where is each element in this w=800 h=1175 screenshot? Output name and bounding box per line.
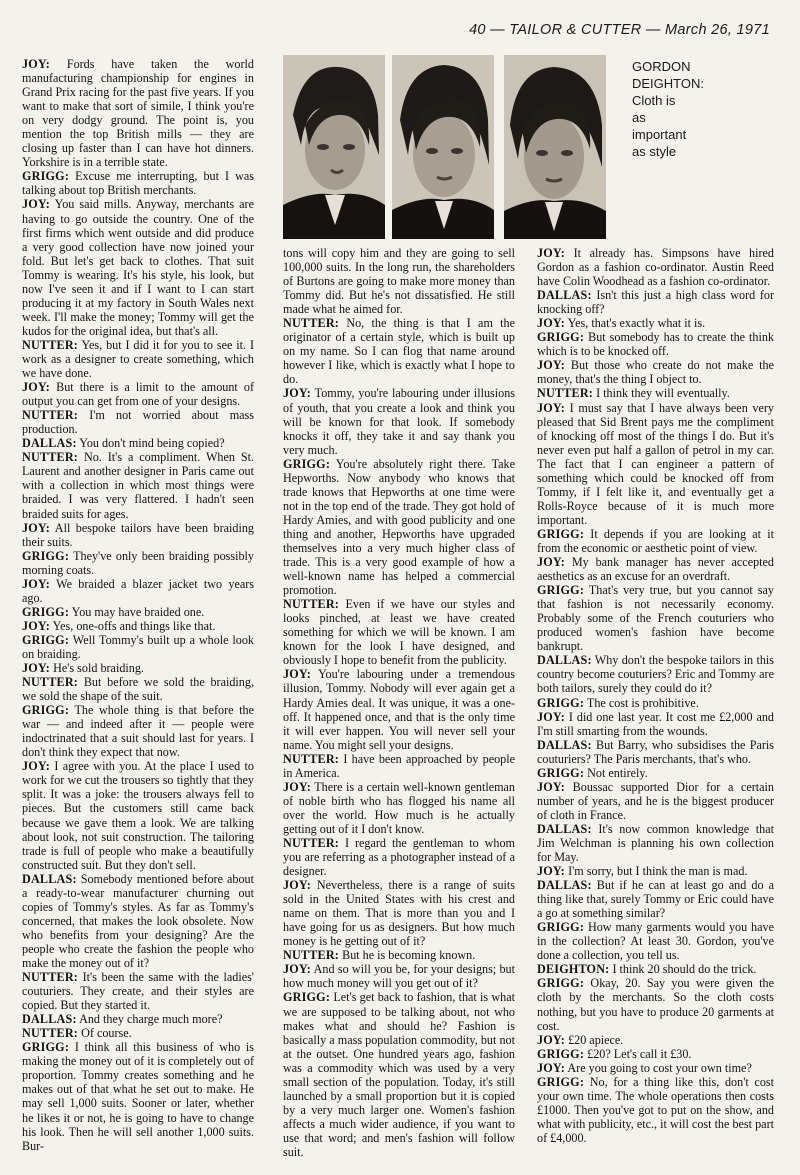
speech-text: I think all this business of who is making the money out of it is completely out of proportion. Tommy creates something and he makes out of that what he set out to make. He may sell 1,000 suits. Sooner or later, whether he likes it or not, he is going to have to change his look. Then he will sell another 1,000 suits. Bur- [22, 1040, 254, 1153]
speech-text: Why don't the bespoke tailors in this country become couturiers? Eric and Tommy are both tailors, surely they could do it? [537, 653, 774, 696]
speaker-name: GRIGG: [22, 548, 70, 563]
text-column-2 [283, 246, 515, 1159]
dialogue-paragraph [22, 169, 254, 197]
dialogue-paragraph [537, 738, 774, 766]
speech-text: Okay, 20. Say you were given the cloth by the merchants. So the cloth costs nothing, but you have to produce 20 garments at cost. [537, 976, 774, 1033]
speech-text: Of course. [81, 1026, 132, 1041]
speaker-name: JOY: [22, 661, 51, 676]
dialogue-paragraph [22, 577, 254, 605]
dialogue-paragraph [537, 1047, 774, 1061]
speaker-name: JOY: [537, 358, 566, 373]
speaker-name: NUTTER: [22, 1026, 79, 1041]
speaker-name: JOY: [537, 316, 566, 331]
speaker-name: GRIGG: [283, 990, 331, 1005]
caption-line: as style [632, 144, 677, 159]
portrait-photo [504, 55, 606, 239]
dialogue-paragraph [283, 457, 515, 597]
dialogue-paragraph [537, 386, 774, 400]
dialogue-paragraph [22, 1040, 254, 1152]
speaker-name: GRIGG: [22, 604, 70, 619]
speaker-name: DALLAS: [22, 436, 77, 451]
dialogue-paragraph [283, 948, 515, 962]
dialogue-paragraph [283, 597, 515, 667]
dialogue-paragraph [537, 401, 774, 527]
speech-text: You said mills. Anyway, merchants are having to go outside the country. One of the first firms which went outside and did produce a very good collection have now joined your fold. But let's get back to clothes. That suit Tommy is wearing. It's his style, his look, but now I've seen it and if I want to I can start producing it at my factory in South Wales next week. I'll make the money; Tommy will get the kudos for the original idea, but that's all. [22, 197, 254, 338]
dialogue-paragraph [537, 288, 774, 316]
speaker-name: GRIGG: [22, 169, 70, 184]
text-column-3 [537, 246, 774, 1145]
speech-text: He's sold braiding. [53, 661, 144, 676]
caption-line: as [632, 110, 646, 125]
dialogue-paragraph [22, 521, 254, 549]
speaker-name: JOY: [537, 555, 566, 570]
speech-text: All bespoke tailors have been braiding their suits. [22, 520, 254, 549]
dialogue-paragraph [22, 872, 254, 970]
speech-text: I agree with you. At the place I used to work for we cut the trousers so tightly that they split. It was a joke: the trousers always fell to pieces. But the customers still came back because we gave them a look. We are talking about look, not suit construction. The tailoring trade is full of people who make a beautifully constructed suit. But they don't sell. [22, 759, 254, 872]
dialogue-paragraph [283, 667, 515, 751]
dialogue-paragraph [537, 527, 774, 555]
speech-text: Yes, but I did it for you to see it. I work as a designer to create something, which we have done. [22, 337, 254, 381]
speech-text: I'm sorry, but I think the man is mad. [568, 864, 748, 879]
speech-text: And they charge much more? [79, 1012, 223, 1027]
speaker-name: NUTTER: [283, 316, 340, 331]
dialogue-paragraph [537, 962, 774, 976]
speaker-name: DALLAS: [22, 1012, 77, 1027]
dialogue-paragraph [22, 1026, 254, 1040]
speech-text: Fords have taken the world manufacturing championship for engines in Grand Prix racing for the past five years. If you want to make that sort of simile, I think you're on very dodgy ground. The point is, you mention the top British mills — they are closing up faster than I can have hot dinners. Yorkshire is in a terrible state. [22, 57, 254, 170]
speaker-name: NUTTER: [537, 386, 594, 401]
dialogue-paragraph [537, 358, 774, 386]
speech-text: That's very true, but you cannot say that fashion is not necessarily economy. Probably some of the French couturiers who produced women's fashion have become bankrupt. [537, 583, 774, 654]
speech-text: I think they will eventually. [596, 386, 730, 401]
caption-line: Cloth is [632, 93, 676, 108]
dialogue-paragraph [537, 1061, 774, 1075]
dialogue-paragraph [283, 878, 515, 948]
speech-text: Well Tommy's built up a whole look on braiding. [22, 632, 254, 661]
dialogue-paragraph [22, 408, 254, 436]
dialogue-paragraph [22, 619, 254, 633]
speech-text: It already has. Simpsons have hired Gordon as a fashion co-ordinator. Austin Reed have Colin Woodhead as a fashion co-ordinator. [537, 246, 774, 289]
dialogue-paragraph [283, 990, 515, 1159]
speech-text: You may have braided one. [71, 604, 205, 619]
speaker-name: JOY: [22, 618, 51, 633]
speech-text: I'm not worried about mass production. [22, 408, 254, 437]
dialogue-paragraph [22, 970, 254, 1012]
speech-text: Not entirely. [587, 765, 648, 780]
speaker-name: NUTTER: [22, 408, 79, 423]
portrait-photo [283, 55, 385, 239]
speaker-name: JOY: [283, 667, 312, 682]
speaker-name: GRIGG: [537, 583, 585, 598]
speech-text: The cost is prohibitive. [586, 695, 699, 710]
dialogue-paragraph [22, 633, 254, 661]
speech-text: £20 apiece. [568, 1032, 624, 1047]
speaker-name: GRIGG: [537, 1074, 585, 1089]
speaker-name: JOY: [537, 1060, 566, 1075]
speaker-name: JOY: [22, 197, 51, 212]
speech-text: You don't mind being copied? [79, 436, 225, 451]
speaker-name: JOY: [537, 1032, 566, 1047]
dialogue-paragraph [22, 549, 254, 577]
speech-text: I did one last year. It cost me £2,000 and I'm still smarting from the wounds. [537, 709, 774, 738]
dialogue-paragraph [22, 57, 254, 169]
dialogue-paragraph [22, 759, 254, 871]
portrait-photo [392, 55, 494, 239]
speaker-name: NUTTER: [283, 751, 340, 766]
speaker-name: NUTTER: [22, 675, 79, 690]
speech-text: But there is a limit to the amount of output you can get from one of your designs. [22, 380, 254, 409]
dialogue-paragraph [537, 316, 774, 330]
speaker-name: DALLAS: [537, 821, 592, 836]
speech-text: But he is becoming known. [342, 948, 476, 963]
speaker-name: JOY: [537, 779, 566, 794]
dialogue-paragraph [283, 962, 515, 990]
dialogue-paragraph [537, 864, 774, 878]
dialogue-paragraph [22, 197, 254, 337]
speaker-name: NUTTER: [22, 450, 79, 465]
speech-text: And so will you be, for your designs; but how much money will you get out of it? [283, 962, 515, 991]
dialogue-paragraph [22, 380, 254, 408]
speech-text: Somebody mentioned before about a ready-to-wear manufacturer churning out copies of Tommy's styles. As far as Tommy's concerned, that makes the look obsolete. Now who benefits from your designing? Are the people who create the fashion the people who make the money out of it? [22, 871, 254, 970]
dialogue-paragraph [22, 605, 254, 619]
dialogue-paragraph [537, 878, 774, 920]
speaker-name: JOY: [283, 878, 312, 893]
speech-text: I must say that I have always been very pleased that Sid Brent pays me the compliment of knocking off most of the things I do. But it's never even put half a gallon of petrol in my car. The fact that I can engineer a pattern of something which could be knocked off from Tommy, if I felt like it, and eventually get a Rolls-Royce because of it is much more important. [537, 400, 774, 527]
speech-text: It's been the same with the ladies' couturiers. They create, and their styles are copied. But they started it. [22, 970, 254, 1013]
dialogue-paragraph [283, 246, 515, 316]
speaker-name: DALLAS: [537, 878, 592, 893]
caption-line: GORDON [632, 59, 691, 74]
dialogue-paragraph [283, 836, 515, 878]
speaker-name: NUTTER: [22, 337, 79, 352]
dialogue-paragraph [537, 246, 774, 288]
speech-text: No. It's a compliment. When St. Laurent and another designer in Paris came out with a collection in which most things were braided. I was very flattered. I hadn't seen braided suits for ages. [22, 450, 254, 521]
speaker-name: GRIGG: [537, 526, 585, 541]
dialogue-paragraph [537, 555, 774, 583]
speech-text: No, for a thing like this, don't cost your own time. The whole operations then costs £1000. Then you've got to put on the show, and what with publicity, etc., it will cost the best part of £4,000. [537, 1074, 774, 1145]
speaker-name: DEIGHTON: [537, 962, 610, 977]
caption-line: important [632, 127, 687, 142]
speech-text: It depends if you are looking at it from the economic or aesthetic point of view. [537, 526, 774, 555]
caption-line: DEIGHTON: [632, 76, 704, 91]
speech-text: Let's get back to fashion, that is what we are supposed to be talking about, not who makes what and should he? Fashion is basically a mass population commodity, but not at the outset. One hundred years ago, fashion was a commodity which was used by a very small section of the population. Today, it's still launched by a small proportion but it is copied by a very much larger one. Women's fashion affects a much wider audience, if you want to use that word; and men's fashion will follow suit. [283, 990, 515, 1159]
speech-text: Isn't this just a high class word for knocking off? [537, 288, 774, 317]
speaker-name: JOY: [537, 709, 566, 724]
speech-text: £20? Let's call it £30. [587, 1046, 692, 1061]
dialogue-paragraph [283, 316, 515, 386]
speech-text: I regard the gentleman to whom you are referring as a photographer instead of a designer. [283, 835, 515, 879]
speech-text: Boussac supported Dior for a certain number of years, and he is the biggest producer of cloth in France. [537, 779, 774, 822]
speaker-name: GRIGG: [283, 456, 331, 471]
speech-text: You're labouring under a tremendous illusion, Tommy. Nobody will ever again get a Hardy Amies deal. It was unique, it was a one-off. It happened once, and that is the only time it will ever happen. You will never sell your name. You might sell your designs. [283, 667, 515, 752]
speaker-name: NUTTER: [283, 597, 340, 612]
speech-text: Tommy, you're labouring under illusions of youth, that you create a look and think you will be known for that look. If somebody knocks it off, they take it and say thank you very much. [283, 386, 515, 457]
speech-text: The whole thing is that before the war — and indeed after it — people were indoctrinated that a suit should last for years. I don't think they expect that now. [22, 703, 254, 760]
speaker-name: JOY: [537, 400, 566, 415]
dialogue-paragraph [537, 710, 774, 738]
dialogue-paragraph [22, 675, 254, 703]
speech-text: Even if we have our styles and looks pinched, at least we have created something for which we will be known. I am known for the look I have designed, and obviously I hope to benefit from the publicity. [283, 597, 515, 668]
speaker-name: JOY: [283, 386, 312, 401]
speaker-name: JOY: [22, 57, 51, 71]
speaker-name: DALLAS: [537, 288, 592, 303]
speaker-name: GRIGG: [537, 695, 585, 710]
speaker-name: JOY: [22, 380, 51, 395]
dialogue-paragraph [22, 1012, 254, 1026]
speaker-name: JOY: [283, 779, 312, 794]
speech-text: My bank manager has never accepted aesthetics as an excuse for an overdraft. [537, 555, 774, 584]
speech-text: Yes, that's exactly what it is. [567, 316, 706, 331]
speech-text: Nevertheless, there is a range of suits sold in the United States with his crest and name on them. That is more than you and I have going for us as designers. But how much money is he getting out of it? [283, 878, 515, 949]
dialogue-paragraph [537, 822, 774, 864]
dialogue-paragraph [537, 780, 774, 822]
speech-text: tons will copy him and they are going to sell 100,000 suits. In the long run, the shareholders of Burtons are going to make more money than Tommy did. But he's not dissatisfied. He still made what he aimed for. [283, 246, 515, 317]
dialogue-paragraph [537, 766, 774, 780]
dialogue-paragraph [22, 661, 254, 675]
dialogue-paragraph [283, 386, 515, 456]
dialogue-paragraph [283, 752, 515, 780]
dialogue-paragraph [22, 450, 254, 520]
speaker-name: NUTTER: [283, 948, 340, 963]
speaker-name: GRIGG: [537, 920, 585, 935]
dialogue-paragraph [537, 1075, 774, 1145]
dialogue-paragraph [22, 338, 254, 380]
speech-text: It's now common knowledge that Jim Welchman is planning his own collection for May. [537, 821, 774, 865]
speaker-name: GRIGG: [22, 1040, 70, 1055]
speaker-name: DALLAS: [22, 871, 77, 886]
text-column-1 [22, 57, 254, 1153]
speech-text: Yes, one-offs and things like that. [52, 618, 216, 633]
dialogue-paragraph [537, 330, 774, 358]
photo-caption [632, 58, 782, 160]
dialogue-paragraph [22, 703, 254, 759]
speech-text: You're absolutely right there. Take Hepworths. Now anybody who knows that trade knows that Hepworths at one time were not in the top end of the trade. They got hold of Hardy Amies, and with good publicity and one thing and another, Hepworths have upgraded themselves into a very much higher class of trade. This is a very good example of how a well-known name has helped a commercial promotion. [283, 456, 515, 598]
speaker-name: JOY: [537, 864, 566, 879]
speaker-name: DALLAS: [537, 653, 592, 668]
speaker-name: GRIGG: [537, 330, 585, 345]
dialogue-paragraph [537, 696, 774, 710]
speaker-name: GRIGG: [22, 632, 70, 647]
speaker-name: JOY: [283, 962, 312, 977]
speaker-name: GRIGG: [537, 976, 585, 991]
speaker-name: GRIGG: [22, 703, 70, 718]
dialogue-paragraph [537, 976, 774, 1032]
speech-text: Are you going to cost your own time? [567, 1060, 752, 1075]
running-header: 40 — TAILOR & CUTTER — March 26, 1971 [469, 22, 770, 38]
speech-text: How many garments would you have in the collection? At least 30. Gordon, you've done a collection, you tell us. [537, 920, 774, 963]
speaker-name: DALLAS: [537, 737, 592, 752]
speech-text: But if he can at least go and do a thing like that, surely Tommy or Eric could have a go at something similar? [537, 878, 774, 921]
dialogue-paragraph [537, 1033, 774, 1047]
speech-text: I have been approached by people in America. [283, 751, 515, 780]
speech-text: We braided a blazer jacket two years ago. [22, 576, 254, 605]
speech-text: I think 20 should do the trick. [612, 962, 757, 977]
speech-text: But Barry, who subsidises the Paris couturiers? The Paris merchants, that's who. [537, 737, 774, 766]
speaker-name: JOY: [537, 246, 566, 260]
speech-text: They've only been braiding possibly morning coats. [22, 548, 255, 577]
dialogue-paragraph [283, 780, 515, 836]
speaker-name: NUTTER: [22, 970, 79, 985]
speech-text: But somebody has to create the think which is to be knocked off. [537, 330, 774, 359]
speech-text: No, the thing is that I am the originator of a certain style, which is built up on my name. So I can flog that name around however I like, which is exactly what I hope to do. [283, 316, 515, 387]
speech-text: There is a certain well-known gentleman of noble birth who has flogged his name all over the world. How much is he actually getting out of it I don't know. [283, 779, 515, 836]
dialogue-paragraph [22, 436, 254, 450]
speaker-name: GRIGG: [537, 765, 585, 780]
dialogue-paragraph [537, 583, 774, 653]
dialogue-paragraph [537, 653, 774, 695]
speech-text: But those who create do not make the money, that's the thing I object to. [537, 358, 774, 387]
speech-text: But before we sold the braiding, we sold the shape of the suit. [22, 675, 254, 704]
speaker-name: JOY: [22, 576, 51, 591]
dialogue-paragraph [537, 920, 774, 962]
speaker-name: GRIGG: [537, 1046, 585, 1061]
speaker-name: JOY: [22, 520, 51, 535]
speaker-name: JOY: [22, 759, 51, 774]
speaker-name: NUTTER: [283, 835, 340, 850]
speech-text: Excuse me interrupting, but I was talking about top British merchants. [22, 169, 254, 198]
